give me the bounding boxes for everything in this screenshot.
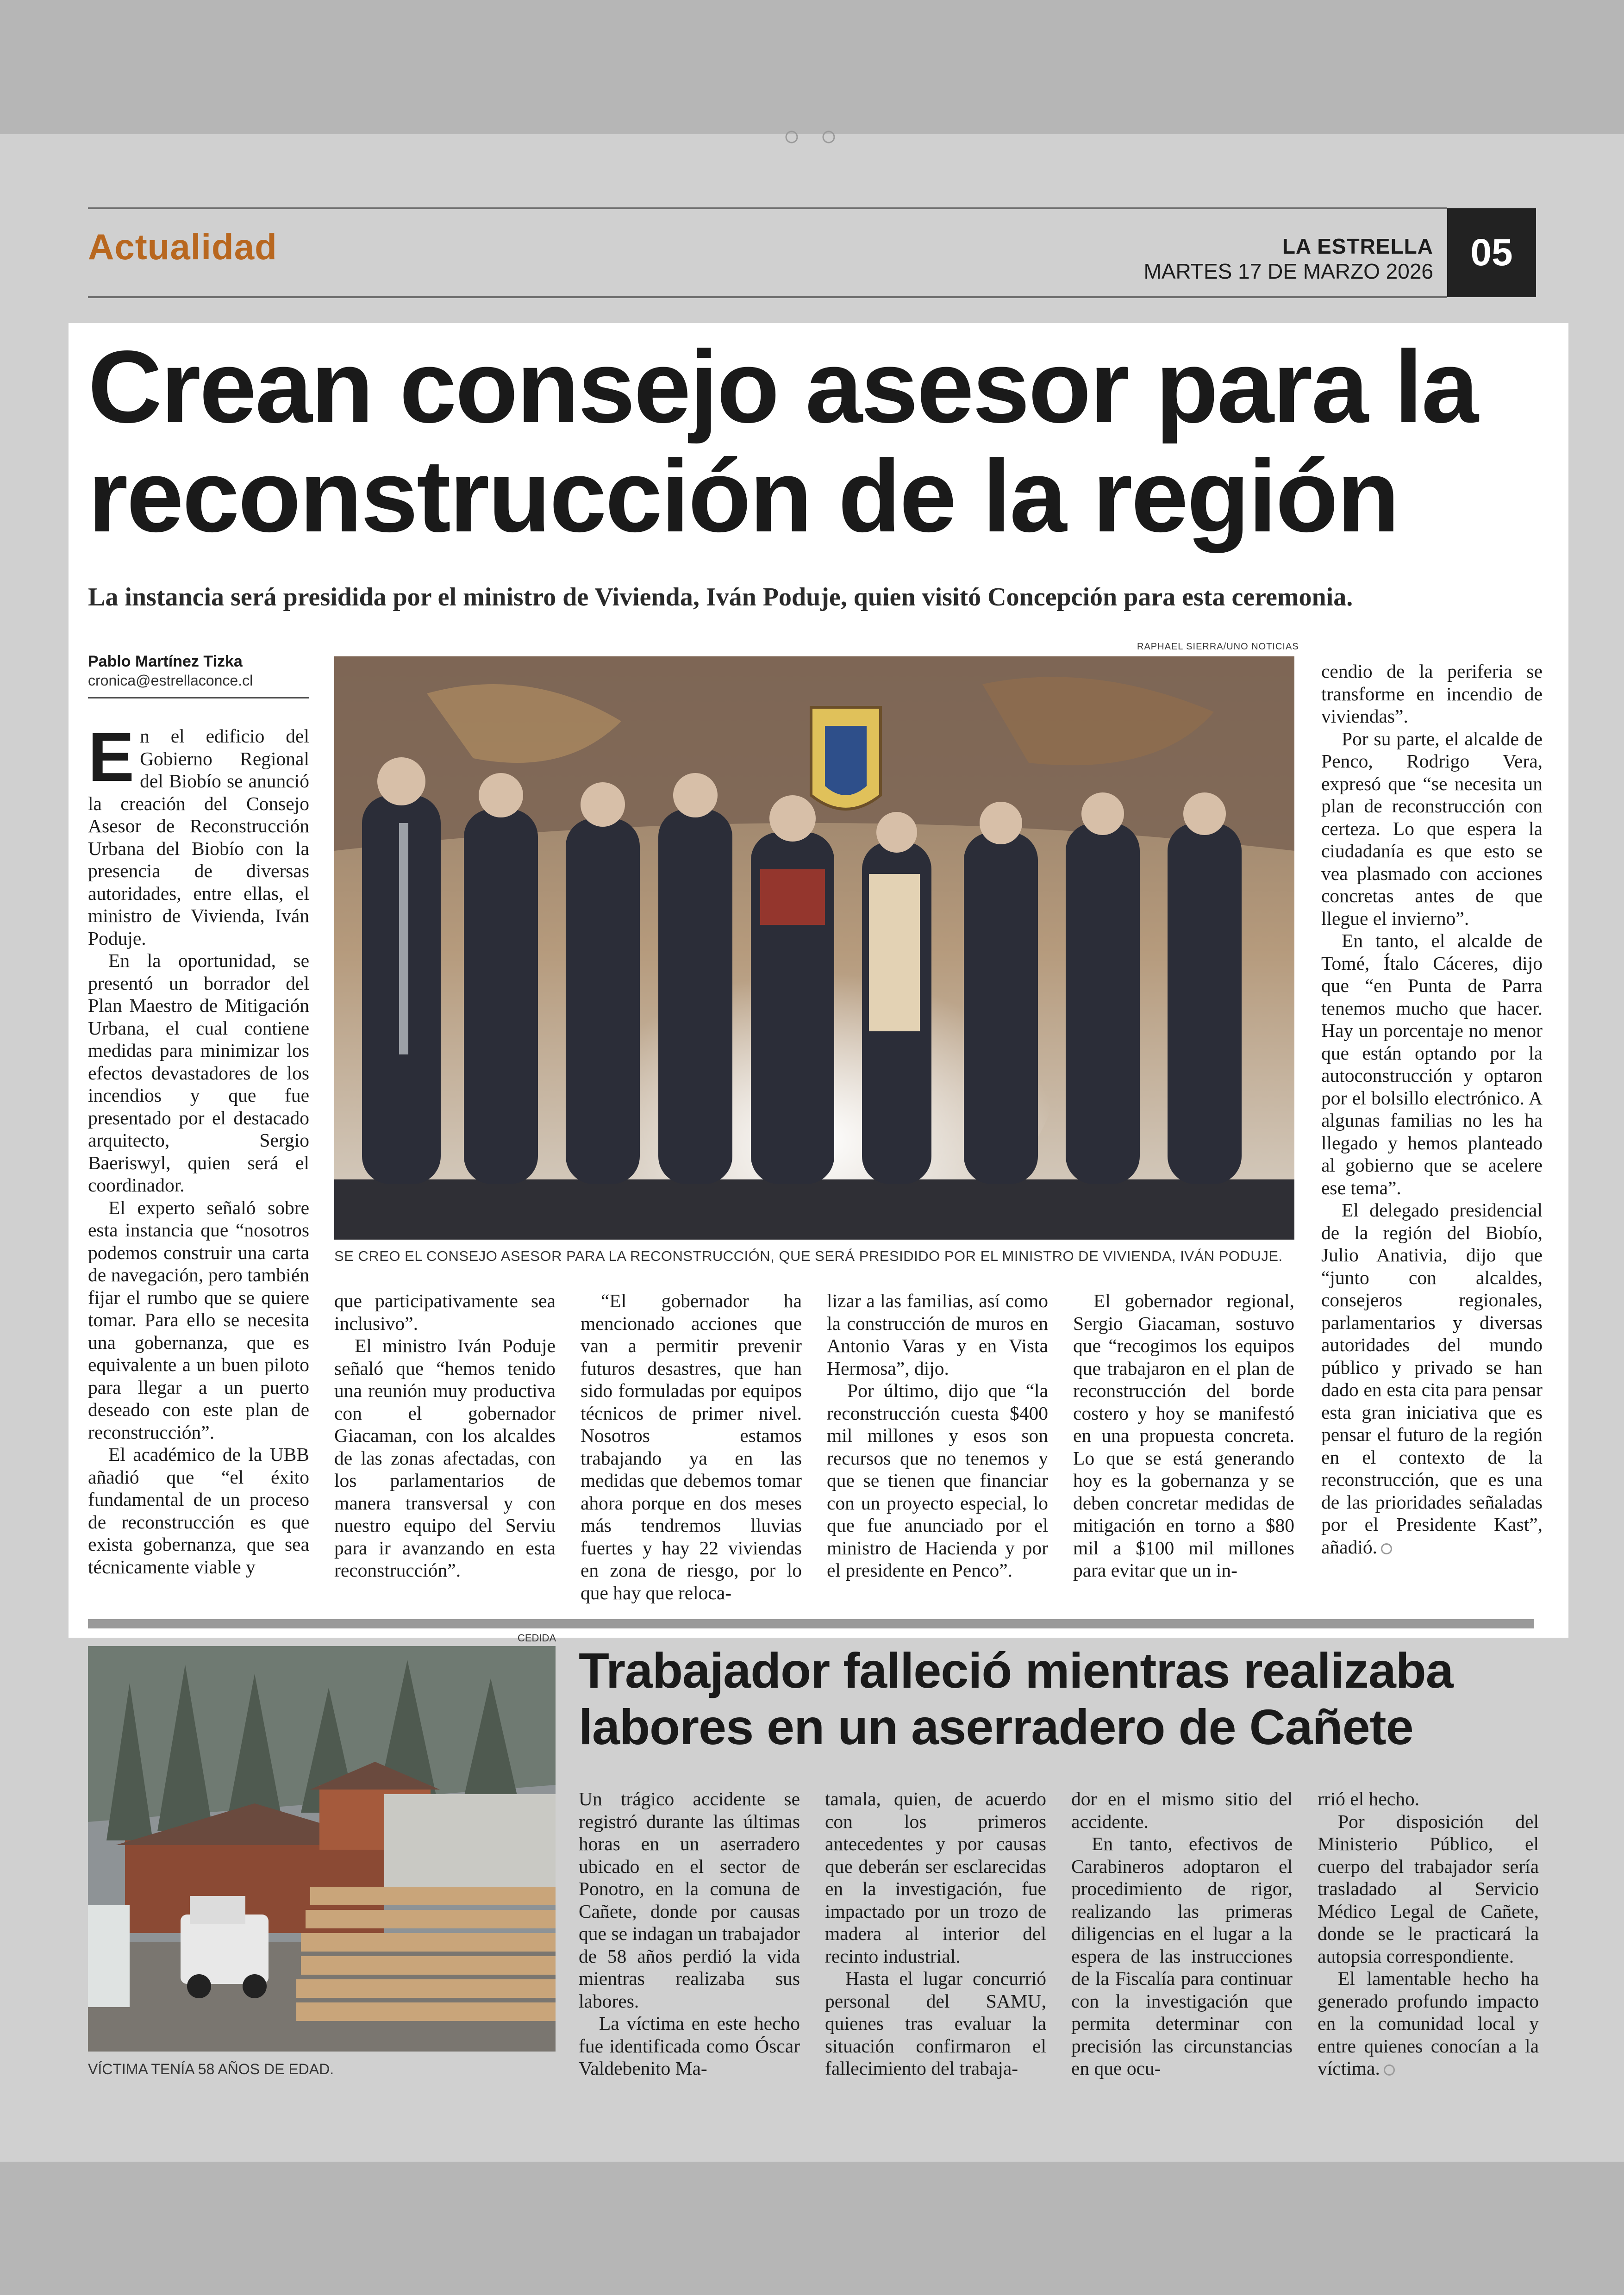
paragraph: Hasta el lugar concurrió personal del SAMU, quienes tras evaluar la situación confirmaron el fallecimiento del trabaja- <box>825 1968 1046 2079</box>
issue-date: MARTES 17 DE MARZO 2026 <box>1143 259 1433 283</box>
dropcap: E <box>88 718 135 796</box>
paragraph: El académico de la UBB añadió que “el éxito fundamental de un proceso de reconstrucción es que exista gobernanza, que sea técnicamente viable y <box>88 1444 309 1578</box>
paragraph: dor en el mismo sitio del accidente. <box>1071 1788 1293 1832</box>
paragraph: El experto señaló sobre esta instancia que “nosotros podemos construir una carta de navegación, pero también fijar el rumbo que se quiere tomar. Para ello se necesita una gobernanza, que es equivalente a un buen piloto para llegar a un puerto deseado con este plan de reconstrucción”. <box>88 1197 309 1443</box>
paragraph: rrió el hecho. <box>1318 1788 1420 1809</box>
article2-column-4 <box>1318 1788 1539 2080</box>
article-column-3 <box>581 1290 802 1604</box>
article-column-2 <box>334 1290 556 1582</box>
page-number: 05 <box>1447 208 1536 297</box>
headline2: Trabajador falleció mientras realizaba labores en un aserradero de Cañete <box>579 1642 1453 1755</box>
paragraph: El gobernador regional, Sergio Giacaman, sostuvo que “recogimos los equipos que trabajaron en el plan de reconstrucción del borde costero y hoy se manifestó en una propuesta concreta. Lo que se está generando hoy es la gobernanza y se deben concretar medidas de mitigación en torno a $80 mil a $100 mil millones para evitar que un in- <box>1073 1290 1294 1581</box>
header-top-rule <box>88 207 1447 209</box>
end-mark-icon <box>1384 2064 1395 2076</box>
deck: La instancia será presidida por el ministro de Vivienda, Iván Poduje, quien visitó Concepción para esta ceremonia. <box>88 583 1353 611</box>
photo2-caption: VÍCTIMA TENÍA 58 AÑOS DE EDAD. <box>88 2061 334 2077</box>
header-bottom-rule <box>88 296 1447 298</box>
paragraph: El ministro Iván Poduje señaló que “hemos tenido una reunión muy productiva con el gobernador Giacaman, con los alcaldes de las zonas afectadas, con los parlamentarios de manera transversal y con nuestro equipo del Serviu para ir avanzando en esta reconstrucción”. <box>334 1335 556 1581</box>
article2-column-1 <box>579 1788 800 2080</box>
byline-email: cronica@estrellaconce.cl <box>88 672 253 689</box>
publication-name: LA ESTRELLA <box>1282 234 1433 258</box>
photo-caption: SE CREO EL CONSEJO ASESOR PARA LA RECONSTRUCCIÓN, QUE SERÁ PRESIDIDO POR EL MINISTRO DE VIVIENDA, IVÁN PODUJE. <box>334 1248 1283 1264</box>
photo-credit: RAPHAEL SIERRA/UNO NOTICIAS <box>1137 642 1299 652</box>
article-bottom-rule <box>88 1619 1534 1628</box>
paragraph: En tanto, efectivos de Carabineros adoptaron el procedimiento de rigor, realizando las primeras diligencias en el lugar a la espera de las instrucciones de la Fiscalía para continuar con la investigación que permita determinar con precisión las circunstancias en que ocu- <box>1071 1833 1293 2079</box>
paragraph: n el edificio del Gobierno Regional del Biobío se anunció la creación del Consejo Asesor de Reconstrucción Urbana del Biobío con la presencia de diversas autoridades, entre ellas, el ministro de Vivienda, Iván Poduje. <box>88 725 309 949</box>
byline-rule <box>88 697 309 698</box>
paragraph: El lamentable hecho ha generado profundo impacto en la comunidad local y entre quienes conocían a la víctima. <box>1318 1968 1539 2079</box>
paragraph: que participativamente sea inclusivo”. <box>334 1290 556 1334</box>
end-mark-icon <box>1381 1543 1392 1554</box>
paragraph: tamala, quien, de acuerdo con los primeros antecedentes y por causas que deberán ser esclarecidas en la investigación, fue impactado por un trozo de madera al interior del recinto industrial. <box>825 1788 1046 1967</box>
paragraph: En la oportunidad, se presentó un borrador del Plan Maestro de Mitigación Urbana, el cual contiene medidas para minimizar los efectos devastadores de los incendios y que fue presentado por el destacado arquitecto, Sergio Baeriswyl, quien será el coordinador. <box>88 950 309 1196</box>
photo2-credit: CEDIDA <box>518 1632 556 1644</box>
paragraph: Por disposición del Ministerio Público, el cuerpo del trabajador sería trasladado al Servicio Médico Legal de Cañete, donde se le practicará la autopsia correspondiente. <box>1318 1810 1539 1967</box>
article2-column-3 <box>1071 1788 1293 2080</box>
paragraph: Un trágico accidente se registró durante las últimas horas en un aserradero ubicado en el sector de Ponotro, en la comuna de Cañete, donde por causas que se indagan un trabajador de 58 años perdió la vida mientras realizaba sus labores. <box>579 1788 800 2012</box>
main-article <box>69 323 1568 1638</box>
paragraph: Por su parte, el alcalde de Penco, Rodrigo Vera, expresó que “se necesita un plan de reconstrucción con certeza. Lo que espera la ciudadanía es que esto se vea plasmado con acciones concretas antes de que llegue el invierno”. <box>1321 728 1543 929</box>
article-column-6 <box>1321 660 1543 1558</box>
paragraph: En tanto, el alcalde de Tomé, Ítalo Cáceres, dijo que “en Punta de Parra tenemos mucho que hacer. Hay un porcentaje no menor que están optando por la autoconstrucción y optaron por el bolsillo electrónico. A algunas familias no les ha llegado y hemos planteado al gobierno que se acelere ese tema”. <box>1321 930 1543 1198</box>
article-column-4 <box>827 1290 1048 1582</box>
sawmill-photo <box>88 1646 556 2052</box>
paragraph: Por último, dijo que “la reconstrucción cuesta $400 mil millones y esos son recursos que no tenemos y que se tienen que financiar con un proyecto especial, lo que fue anunciado por el ministro de Hacienda y por el presidente en Penco”. <box>827 1380 1048 1581</box>
article-column-1 <box>88 718 309 1578</box>
paragraph: “El gobernador ha mencionado acciones que van a permitir prevenir futuros desastres, que han sido formuladas por equipos técnicos de primer nivel. Nosotros estamos trabajando ya en las medidas que debemos tomar ahora porque en dos meses más tendremos lluvias fuertes y hay 22 viviendas en zona de riesgo, por lo que hay que reloca- <box>581 1290 802 1603</box>
paragraph: lizar a las familias, así como la construcción de muros en Antonio Varas y en Vista Hermosa”, dijo. <box>827 1290 1048 1379</box>
paragraph: El delegado presidencial de la región del Biobío, Julio Anativia, dijo que “junto con alcaldes, consejeros regionales, parlamentarios y diversas autoridades del mundo público y privado se han dado en esta cita para pensar esta gran iniciativa que es pensar el futuro de la región en el contexto de la reconstrucción, que es una de las prioridades señaladas por el Presidente Kast”, añadió. <box>1321 1199 1543 1558</box>
binder-rings-icon <box>778 131 847 145</box>
section-label: Actualidad <box>88 226 277 267</box>
main-photo <box>334 656 1294 1240</box>
paragraph: cendio de la periferia se transforme en incendio de viviendas”. <box>1321 661 1543 727</box>
masthead <box>1144 234 1433 284</box>
article2-column-2 <box>825 1788 1046 2080</box>
article-column-5 <box>1073 1290 1294 1582</box>
byline-name: Pablo Martínez Tizka <box>88 653 243 670</box>
headline: Crean consejo asesor para la reconstrucción de la región <box>88 330 1477 554</box>
paragraph: La víctima en este hecho fue identificada como Óscar Valdebenito Ma- <box>579 2013 800 2079</box>
